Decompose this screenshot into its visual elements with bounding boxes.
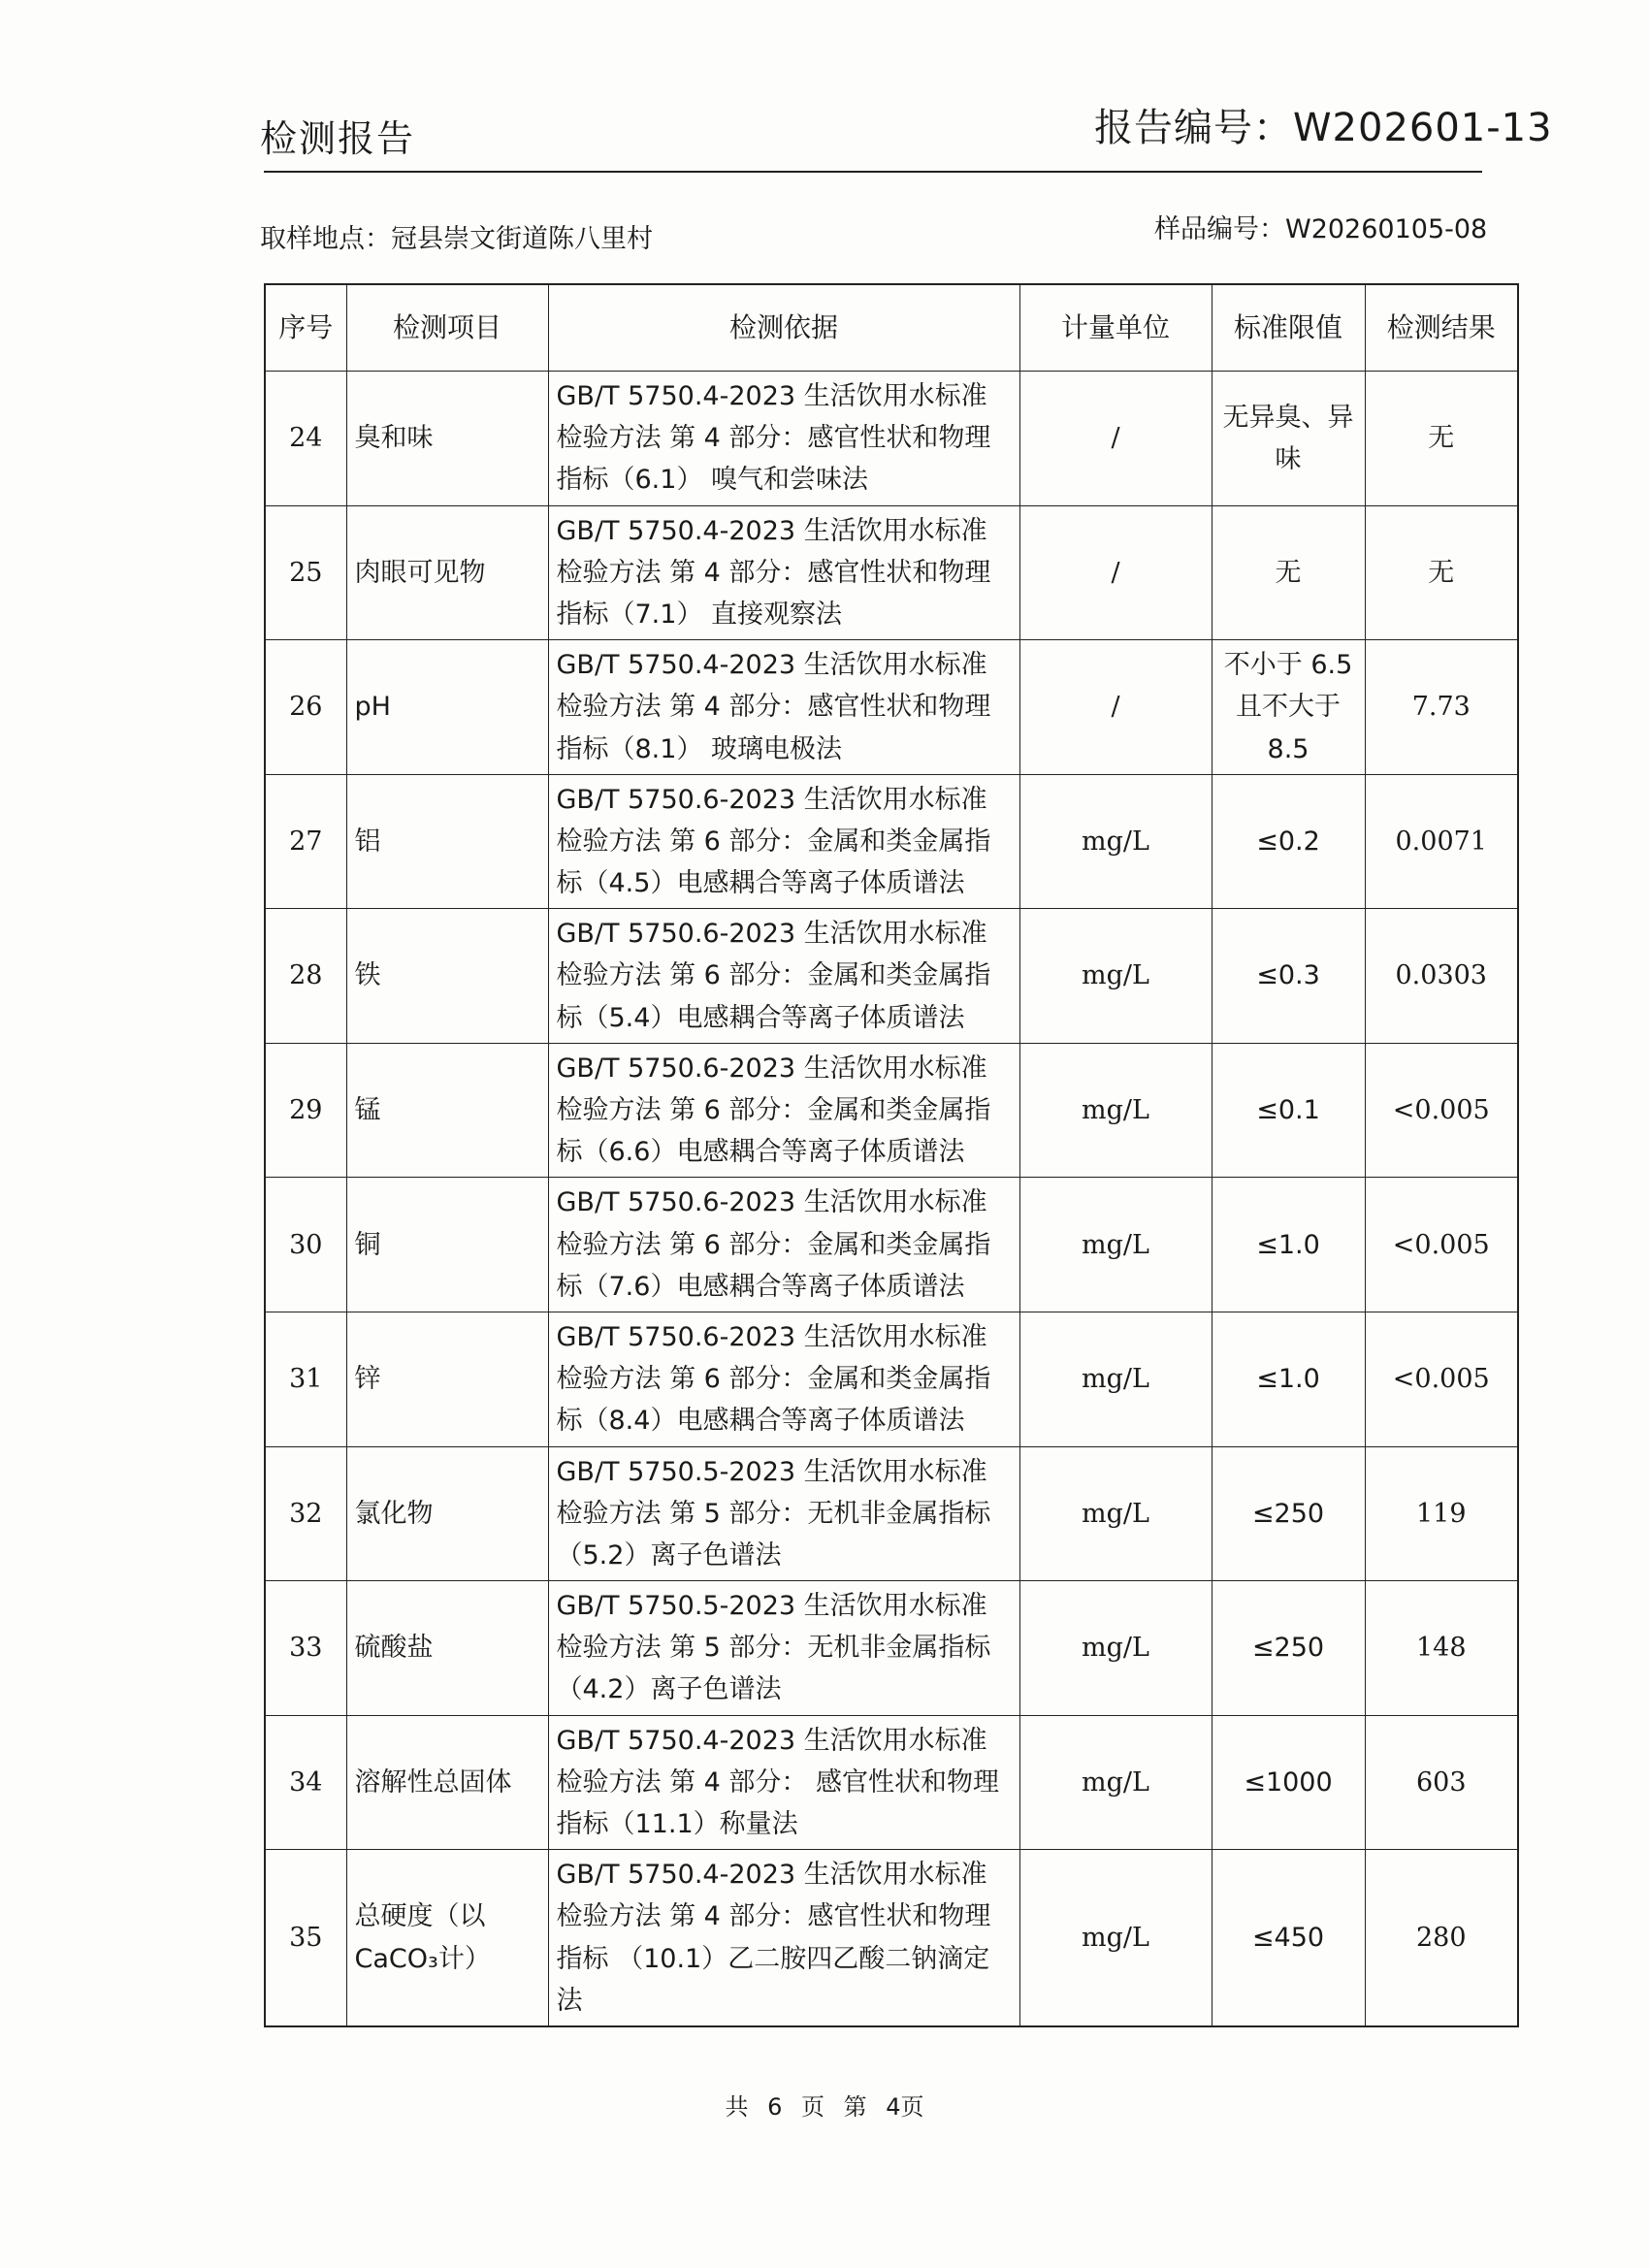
- test-basis: GB/T 5750.6-2023 生活饮用水标准检验方法 第 6 部分：金属和类金属指标（7.6）电感耦合等离子体质谱法: [548, 1178, 1019, 1312]
- unit: mg/L: [1019, 1312, 1212, 1446]
- table-row: [265, 1178, 1518, 1312]
- table-row: [265, 1581, 1518, 1716]
- unit: mg/L: [1019, 774, 1212, 909]
- table-row: [265, 640, 1518, 775]
- unit: mg/L: [1019, 1715, 1212, 1850]
- test-result: 148: [1365, 1581, 1518, 1716]
- standard-limit: ≤0.2: [1212, 774, 1365, 909]
- table-row: [265, 1850, 1518, 2026]
- test-basis: GB/T 5750.4-2023 生活饮用水标准检验方法 第 4 部分：感官性状和物理指标（7.1） 直接观察法: [548, 505, 1019, 640]
- test-basis: GB/T 5750.6-2023 生活饮用水标准检验方法 第 6 部分：金属和类金属指标（8.4）电感耦合等离子体质谱法: [548, 1312, 1019, 1446]
- test-item: 肉眼可见物: [346, 505, 548, 640]
- table-body: [265, 372, 1518, 2026]
- page-footer: 共 6 页 第 4页: [725, 2093, 924, 2121]
- unit: /: [1019, 505, 1212, 640]
- test-item: pH: [346, 640, 548, 775]
- test-item: 铁: [346, 909, 548, 1044]
- test-result: 119: [1365, 1446, 1518, 1581]
- results-table: [264, 283, 1519, 2027]
- row-number: 33: [265, 1581, 346, 1716]
- test-result: <0.005: [1365, 1178, 1518, 1312]
- test-item: 总硬度（以CaCO₃计）: [346, 1850, 548, 2026]
- table-row: [265, 372, 1518, 506]
- test-result: <0.005: [1365, 1312, 1518, 1446]
- standard-limit: 无异臭、异味: [1212, 372, 1365, 506]
- standard-limit: 不小于 6.5 且不大于 8.5: [1212, 640, 1365, 775]
- unit: mg/L: [1019, 1043, 1212, 1178]
- test-item: 溶解性总固体: [346, 1715, 548, 1850]
- test-item: 硫酸盐: [346, 1581, 548, 1716]
- unit: mg/L: [1019, 1850, 1212, 2026]
- test-basis: GB/T 5750.6-2023 生活饮用水标准检验方法 第 6 部分：金属和类金属指标（4.5）电感耦合等离子体质谱法: [548, 774, 1019, 909]
- unit: /: [1019, 640, 1212, 775]
- test-item: 锌: [346, 1312, 548, 1446]
- row-number: 27: [265, 774, 346, 909]
- table-header-row: [265, 284, 1518, 372]
- sample-number: 样品编号：W20260105-08: [1154, 214, 1488, 244]
- test-result: 0.0303: [1365, 909, 1518, 1044]
- table-row: [265, 1446, 1518, 1581]
- test-item: 铝: [346, 774, 548, 909]
- test-basis: GB/T 5750.6-2023 生活饮用水标准检验方法 第 6 部分：金属和类金属指标（6.6）电感耦合等离子体质谱法: [548, 1043, 1019, 1178]
- standard-limit: ≤1.0: [1212, 1178, 1365, 1312]
- table-row: [265, 1043, 1518, 1178]
- test-result: 603: [1365, 1715, 1518, 1850]
- test-result: 无: [1365, 505, 1518, 640]
- sample-location: 取样地点：冠县崇文街道陈八里村: [260, 224, 653, 254]
- col-header-result: 检测结果: [1365, 284, 1518, 372]
- test-result: 280: [1365, 1850, 1518, 2026]
- report-number: 报告编号：W202601-13: [1094, 106, 1553, 150]
- test-basis: GB/T 5750.6-2023 生活饮用水标准检验方法 第 6 部分：金属和类金属指标（5.4）电感耦合等离子体质谱法: [548, 909, 1019, 1044]
- col-header-no: 序号: [265, 284, 346, 372]
- test-item: 氯化物: [346, 1446, 548, 1581]
- row-number: 30: [265, 1178, 346, 1312]
- table-row: [265, 505, 1518, 640]
- row-number: 24: [265, 372, 346, 506]
- row-number: 28: [265, 909, 346, 1044]
- standard-limit: ≤450: [1212, 1850, 1365, 2026]
- report-title: 检测报告: [260, 117, 416, 160]
- test-result: 无: [1365, 372, 1518, 506]
- row-number: 26: [265, 640, 346, 775]
- standard-limit: ≤250: [1212, 1446, 1365, 1581]
- unit: mg/L: [1019, 1581, 1212, 1716]
- unit: mg/L: [1019, 1178, 1212, 1312]
- col-header-item: 检测项目: [346, 284, 548, 372]
- test-item: 铜: [346, 1178, 548, 1312]
- unit: /: [1019, 372, 1212, 506]
- test-basis: GB/T 5750.4-2023 生活饮用水标准检验方法 第 4 部分：感官性状和物理指标（8.1） 玻璃电极法: [548, 640, 1019, 775]
- table-row: [265, 909, 1518, 1044]
- row-number: 34: [265, 1715, 346, 1850]
- col-header-unit: 计量单位: [1019, 284, 1212, 372]
- col-header-basis: 检测依据: [548, 284, 1019, 372]
- table-row: [265, 1312, 1518, 1446]
- standard-limit: ≤1.0: [1212, 1312, 1365, 1446]
- test-item: 锰: [346, 1043, 548, 1178]
- test-basis: GB/T 5750.4-2023 生活饮用水标准检验方法 第 4 部分：感官性状和物理指标（6.1） 嗅气和尝味法: [548, 372, 1019, 506]
- table-row: [265, 774, 1518, 909]
- test-basis: GB/T 5750.5-2023 生活饮用水标准检验方法 第 5 部分：无机非金属指标（5.2）离子色谱法: [548, 1446, 1019, 1581]
- standard-limit: ≤0.1: [1212, 1043, 1365, 1178]
- test-basis: GB/T 5750.4-2023 生活饮用水标准检验方法 第 4 部分： 感官性状和物理指标（11.1）称量法: [548, 1715, 1019, 1850]
- standard-limit: ≤1000: [1212, 1715, 1365, 1850]
- test-result: <0.005: [1365, 1043, 1518, 1178]
- col-header-limit: 标准限值: [1212, 284, 1365, 372]
- row-number: 25: [265, 505, 346, 640]
- row-number: 31: [265, 1312, 346, 1446]
- row-number: 29: [265, 1043, 346, 1178]
- standard-limit: 无: [1212, 505, 1365, 640]
- table-row: [265, 1715, 1518, 1850]
- unit: mg/L: [1019, 909, 1212, 1044]
- test-basis: GB/T 5750.4-2023 生活饮用水标准检验方法 第 4 部分：感官性状和物理指标 （10.1）乙二胺四乙酸二钠滴定法: [548, 1850, 1019, 2026]
- unit: mg/L: [1019, 1446, 1212, 1581]
- row-number: 32: [265, 1446, 346, 1581]
- test-basis: GB/T 5750.5-2023 生活饮用水标准检验方法 第 5 部分：无机非金属指标（4.2）离子色谱法: [548, 1581, 1019, 1716]
- standard-limit: ≤0.3: [1212, 909, 1365, 1044]
- test-item: 臭和味: [346, 372, 548, 506]
- test-result: 7.73: [1365, 640, 1518, 775]
- standard-limit: ≤250: [1212, 1581, 1365, 1716]
- row-number: 35: [265, 1850, 346, 2026]
- header-divider: [264, 171, 1482, 173]
- test-result: 0.0071: [1365, 774, 1518, 909]
